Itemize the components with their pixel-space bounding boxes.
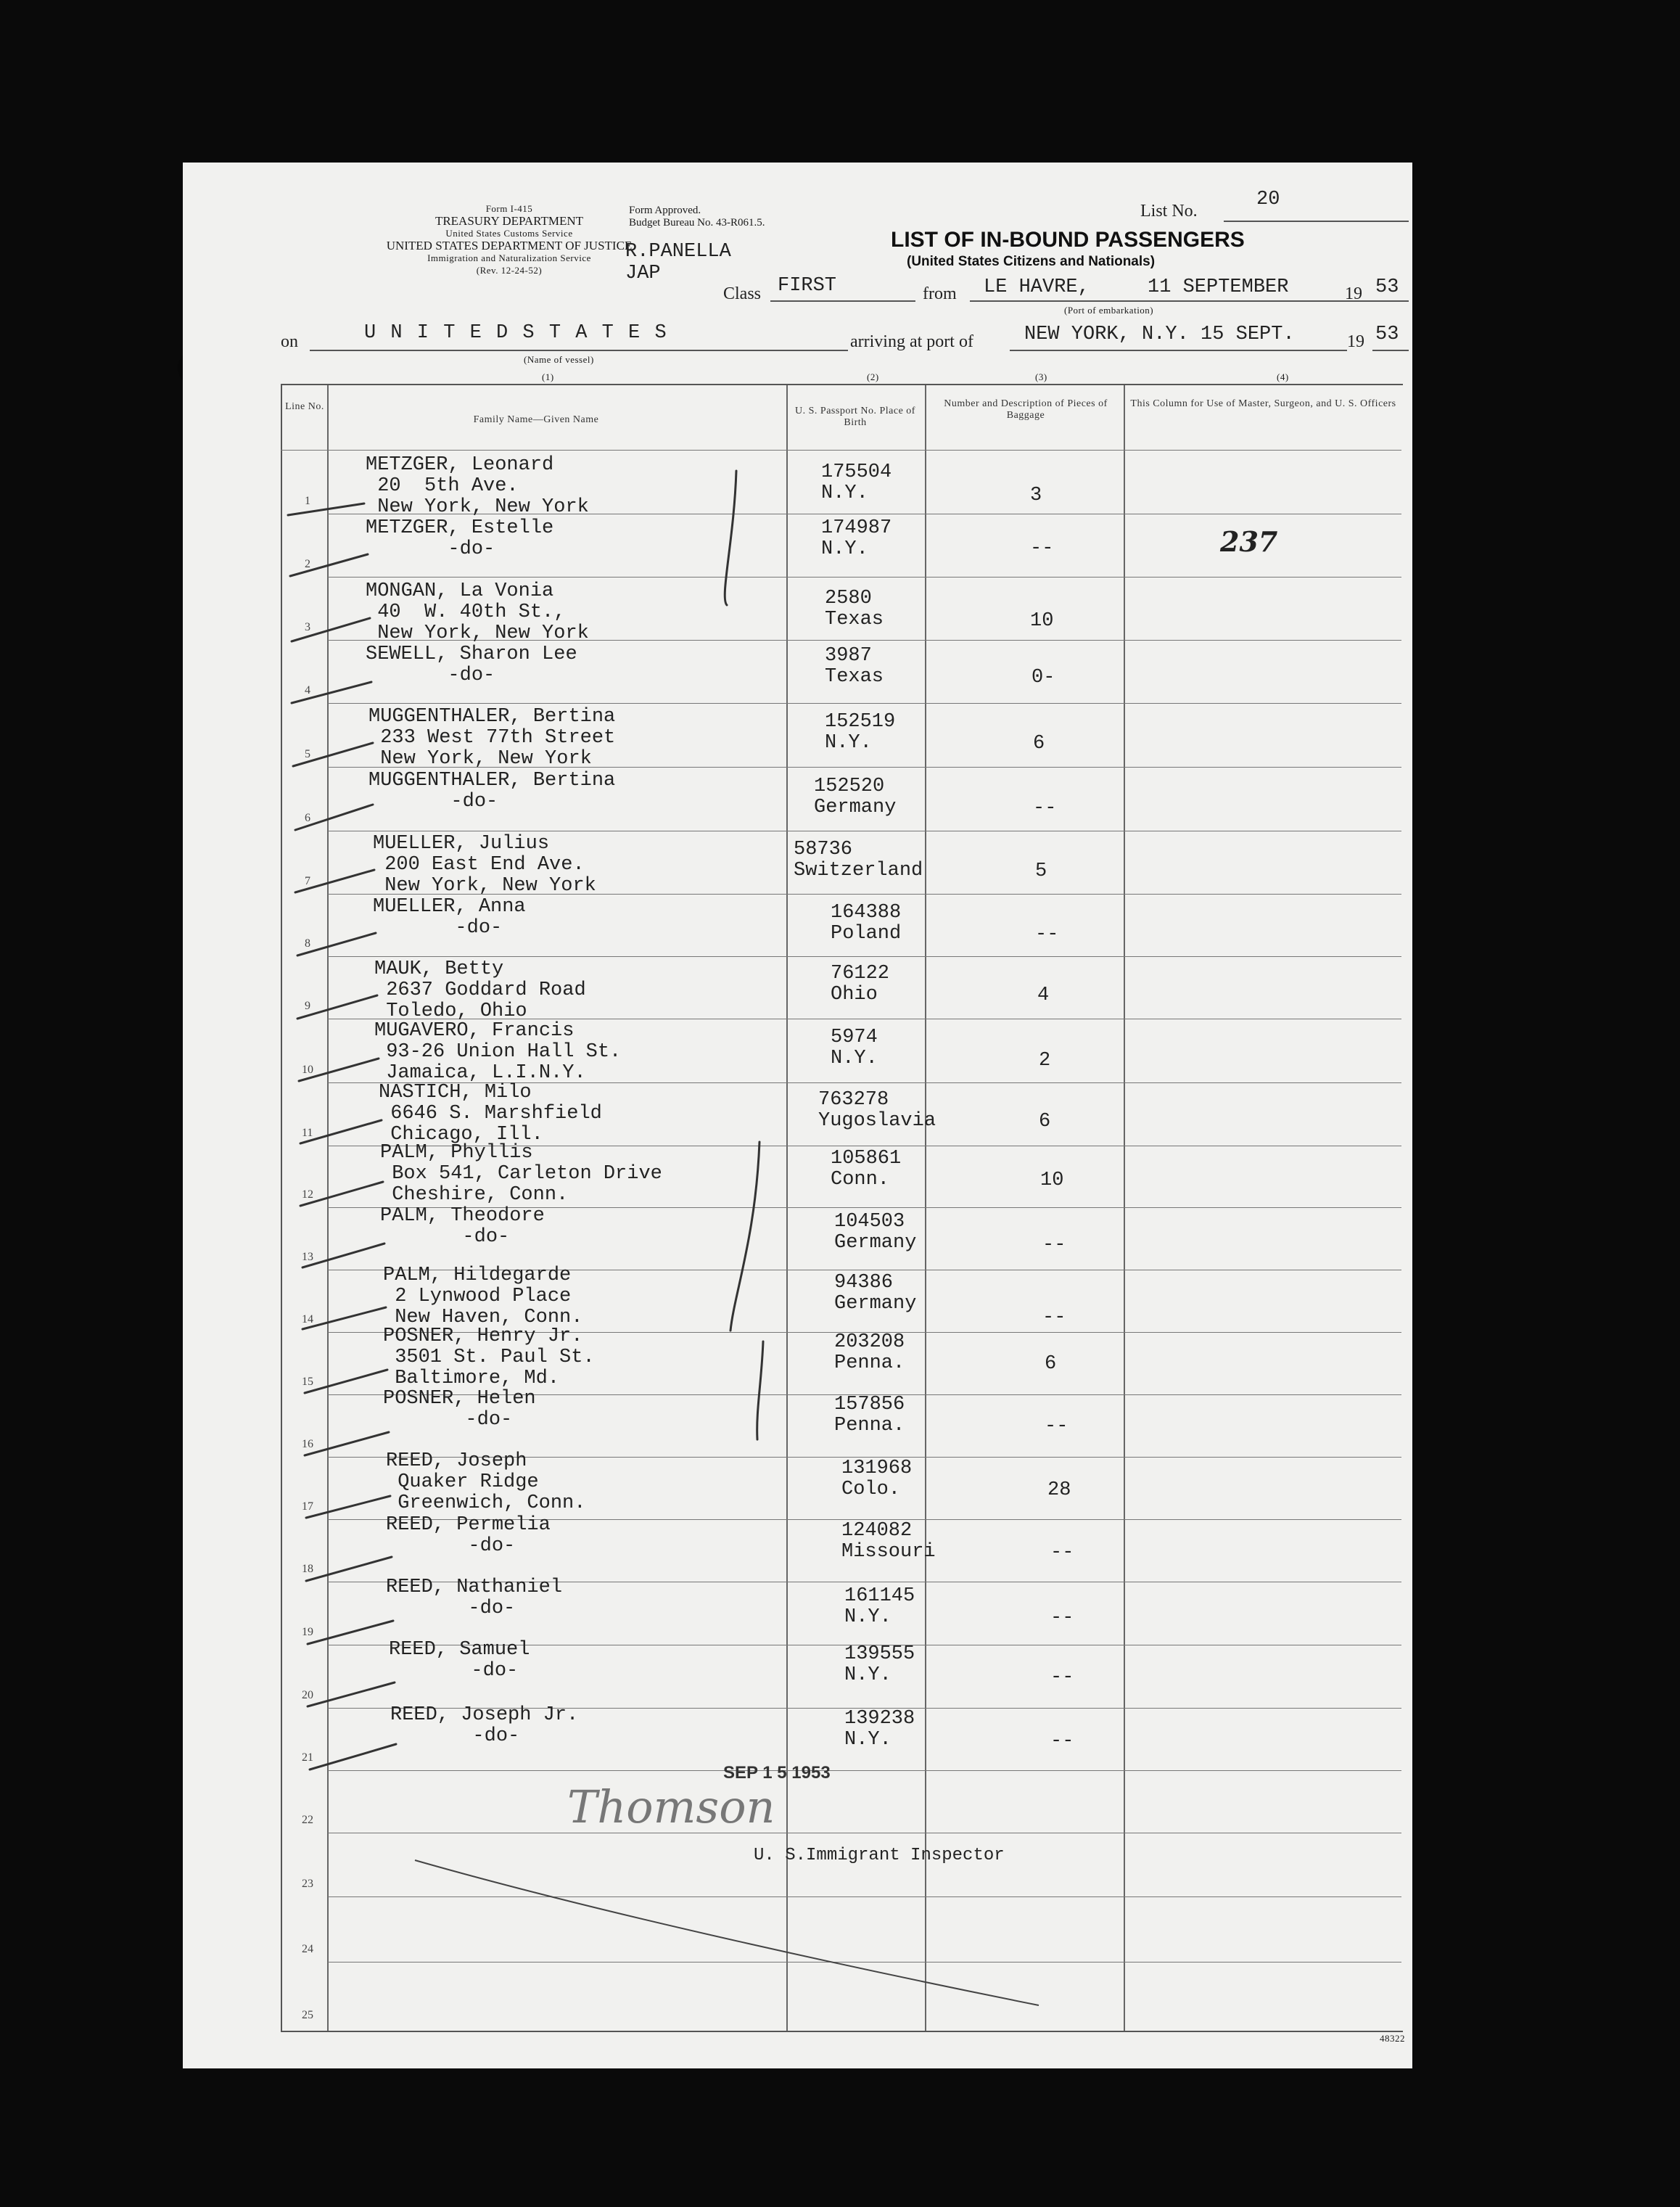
year-underline xyxy=(1372,300,1409,302)
passenger-name: MONGAN, La Vonia 40 W. 40th St., New York, New York xyxy=(366,580,589,644)
column-number-3: (3) xyxy=(1035,371,1047,382)
column-number-1: (1) xyxy=(542,371,554,382)
typed-name-1: R.PANELLA xyxy=(625,241,731,263)
justice-dept: UNITED STATES DEPARTMENT OF JUSTICE xyxy=(386,239,633,252)
baggage-count: 2 xyxy=(1039,1050,1051,1072)
column-number-4: (4) xyxy=(1277,371,1289,382)
form-header xyxy=(357,202,662,276)
passport-birthplace: 763278 Yugoslavia xyxy=(818,1089,936,1132)
passenger-name: MUGGENTHALER, Bertina 233 West 77th Street New York, New York xyxy=(368,706,616,770)
baggage-count: 6 xyxy=(1039,1111,1051,1133)
col-divider xyxy=(1124,385,1125,2031)
passport-birthplace: 58736 Switzerland xyxy=(794,839,923,881)
passport-birthplace: 3987 Texas xyxy=(825,645,884,688)
baggage-count: -- xyxy=(1042,1234,1066,1256)
passport-birthplace: 104503 Germany xyxy=(834,1211,917,1254)
line-number: 8 xyxy=(305,937,310,950)
page-title: LIST OF IN-BOUND PASSENGERS xyxy=(891,228,1245,252)
passport-birthplace: 157856 Penna. xyxy=(834,1394,905,1437)
port-embarkation-label: (Port of embarkation) xyxy=(1064,305,1154,316)
passport-birthplace: 105861 Conn. xyxy=(831,1148,902,1191)
line-number: 10 xyxy=(302,1064,313,1076)
passenger-name: REED, Joseph Quaker Ridge Greenwich, Conn. xyxy=(386,1450,586,1514)
col-divider xyxy=(925,385,926,2031)
passenger-name: POSNER, Helen -do- xyxy=(383,1388,536,1431)
passport-birthplace: 5974 N.Y. xyxy=(831,1027,878,1069)
manifest-page xyxy=(183,163,1412,2068)
passport-birthplace: 175504 N.Y. xyxy=(821,461,892,504)
col-divider xyxy=(327,385,329,2031)
passport-birthplace: 124082 Missouri xyxy=(841,1520,936,1563)
line-number: 21 xyxy=(302,1751,313,1764)
line-number: 15 xyxy=(302,1376,313,1388)
from-year-prefix: 19 xyxy=(1345,284,1362,303)
passenger-name: METZGER, Leonard 20 5th Ave. New York, New York xyxy=(366,454,589,518)
passenger-name: METZGER, Estelle -do- xyxy=(366,517,554,560)
class-label: Class xyxy=(723,284,762,303)
baggage-count: 10 xyxy=(1030,610,1054,632)
line-number: 20 xyxy=(302,1689,313,1701)
passport-birthplace: 76122 Ohio xyxy=(831,963,890,1006)
line-number: 18 xyxy=(302,1563,313,1575)
line-number: 24 xyxy=(302,1943,313,1955)
row-divider xyxy=(328,577,1401,578)
baggage-count: -- xyxy=(1045,1415,1068,1437)
line-number: 25 xyxy=(302,2009,313,2021)
header-baggage: Number and Description of Pieces of Baggage xyxy=(944,398,1108,421)
vessel-underline xyxy=(310,350,848,351)
row-divider xyxy=(328,1896,1401,1897)
line-number: 22 xyxy=(302,1814,313,1826)
header-passport: U. S. Passport No. Place of Birth xyxy=(795,406,915,428)
row-divider xyxy=(328,703,1401,704)
line-number: 7 xyxy=(305,875,310,887)
row-divider xyxy=(328,1962,1401,1963)
baggage-count: -- xyxy=(1050,1730,1074,1752)
passenger-name: MUGGENTHALER, Bertina -do- xyxy=(368,770,616,813)
baggage-count: 5 xyxy=(1035,860,1047,882)
baggage-count: -- xyxy=(1050,1666,1074,1688)
baggage-count: -- xyxy=(1050,1542,1074,1563)
passenger-name: REED, Joseph Jr. -do- xyxy=(390,1704,579,1747)
from-label: from xyxy=(923,284,957,303)
form-approved: Form Approved. xyxy=(629,205,701,216)
class-value: FIRST xyxy=(778,275,837,297)
passenger-name: SEWELL, Sharon Lee -do- xyxy=(366,644,577,686)
inspector-label: U. S.Immigrant Inspector xyxy=(754,1846,1005,1865)
line-number: 2 xyxy=(305,558,310,570)
officer-mark: 237 xyxy=(1220,525,1278,558)
passenger-name: MUELLER, Julius 200 East End Ave. New York, New York xyxy=(373,833,596,897)
on-label: on xyxy=(281,332,298,351)
page-subtitle: (United States Citizens and Nationals) xyxy=(907,254,1156,269)
vessel-name: U N I T E D S T A T E S xyxy=(364,322,668,344)
form-approval xyxy=(629,205,765,229)
line-number: 9 xyxy=(305,1000,310,1012)
baggage-count: -- xyxy=(1035,924,1059,945)
passenger-name: PALM, Theodore -do- xyxy=(380,1205,545,1248)
row-divider xyxy=(328,956,1401,957)
arrival-year-underline xyxy=(1372,350,1409,351)
passport-birthplace: 152520 Germany xyxy=(814,776,897,818)
line-number: 6 xyxy=(305,812,310,824)
revision: (Rev. 12-24-52) xyxy=(476,265,543,276)
col-divider xyxy=(786,385,788,2031)
arrival-underline xyxy=(1010,350,1347,351)
passenger-name: REED, Permelia -do- xyxy=(386,1514,551,1557)
passenger-name: MUELLER, Anna -do- xyxy=(373,896,526,939)
typed-name-2: JAP xyxy=(625,263,661,284)
passenger-name: PALM, Hildegarde 2 Lynwood Place New Haven, Conn. xyxy=(383,1265,583,1328)
line-number: 12 xyxy=(302,1188,313,1201)
column-number-2: (2) xyxy=(867,371,879,382)
baggage-count: -- xyxy=(1050,1607,1074,1629)
from-port: LE HAVRE, xyxy=(984,276,1090,298)
header-bottom-line xyxy=(281,450,1401,451)
list-no-value: 20 xyxy=(1256,189,1280,210)
passenger-name: MUGAVERO, Francis 93-26 Union Hall St. Jamaica, L.I.N.Y. xyxy=(374,1020,622,1084)
baggage-count: 0- xyxy=(1032,667,1055,689)
passport-birthplace: 139238 N.Y. xyxy=(844,1708,915,1751)
customs-service: United States Customs Service xyxy=(445,228,573,239)
baggage-count: 3 xyxy=(1030,485,1042,506)
passport-birthplace: 203208 Penna. xyxy=(834,1331,905,1374)
from-date: 11 SEPTEMBER xyxy=(1148,276,1289,298)
passenger-name: NASTICH, Milo 6646 S. Marshfield Chicago, Ill. xyxy=(379,1082,602,1146)
form-number: Form I-415 xyxy=(485,203,533,214)
from-year: 53 xyxy=(1375,276,1399,298)
class-underline xyxy=(770,300,915,302)
row-divider xyxy=(328,1770,1401,1771)
line-number: 5 xyxy=(305,748,310,760)
line-number: 23 xyxy=(302,1878,313,1890)
inspector-signature: Thomson xyxy=(567,1780,775,1833)
arrival-year-prefix: 19 xyxy=(1347,332,1364,351)
passenger-name: PALM, Phyllis Box 541, Carleton Drive Cheshire, Conn. xyxy=(380,1142,662,1206)
baggage-count: -- xyxy=(1033,797,1057,819)
passport-birthplace: 139555 N.Y. xyxy=(844,1643,915,1686)
baggage-count: 4 xyxy=(1037,985,1050,1006)
line-number: 13 xyxy=(302,1251,313,1263)
passport-birthplace: 94386 Germany xyxy=(834,1272,917,1315)
baggage-count: -- xyxy=(1030,538,1054,559)
header-name: Family Name—Given Name xyxy=(473,414,599,425)
treasury-dept: TREASURY DEPARTMENT xyxy=(435,214,584,228)
stamp-date: SEP 1 5 1953 xyxy=(723,1763,831,1783)
ins-service: Immigration and Naturalization Service xyxy=(427,252,591,263)
arrival-port: NEW YORK, N.Y. 15 SEPT. xyxy=(1024,324,1295,345)
list-no-label: List No. xyxy=(1140,202,1198,221)
line-number: 16 xyxy=(302,1438,313,1450)
passport-birthplace: 161145 N.Y. xyxy=(844,1585,915,1628)
from-underline xyxy=(970,300,1383,302)
arriving-label: arriving at port of xyxy=(850,332,973,351)
header-line-no: Line No. xyxy=(285,401,324,412)
passenger-name: REED, Nathaniel -do- xyxy=(386,1577,563,1619)
form-code: 48322 xyxy=(1380,2033,1405,2044)
line-number: 19 xyxy=(302,1626,313,1638)
baggage-count: 10 xyxy=(1040,1170,1064,1191)
vessel-label: (Name of vessel) xyxy=(524,354,594,365)
passport-birthplace: 2580 Texas xyxy=(825,588,884,630)
baggage-count: -- xyxy=(1042,1307,1066,1328)
line-number: 14 xyxy=(302,1313,313,1326)
passenger-name: MAUK, Betty 2637 Goddard Road Toledo, Ohio xyxy=(374,958,586,1022)
passport-birthplace: 131968 Colo. xyxy=(841,1458,913,1500)
passport-birthplace: 164388 Poland xyxy=(831,902,902,945)
line-number: 1 xyxy=(305,495,310,507)
line-number: 3 xyxy=(305,621,310,633)
passenger-name: POSNER, Henry Jr. 3501 St. Paul St. Baltimore, Md. xyxy=(383,1326,595,1389)
header-officers: This Column for Use of Master, Surgeon, and U. S. Officers xyxy=(1130,398,1396,409)
line-number: 4 xyxy=(305,684,310,696)
passport-birthplace: 152519 N.Y. xyxy=(825,711,896,754)
baggage-count: 28 xyxy=(1047,1479,1071,1501)
passenger-name: REED, Samuel -do- xyxy=(389,1639,530,1682)
arrival-year: 53 xyxy=(1375,324,1399,345)
baggage-count: 6 xyxy=(1045,1353,1057,1375)
line-number: 17 xyxy=(302,1500,313,1513)
baggage-count: 6 xyxy=(1033,733,1045,755)
list-no-underline xyxy=(1224,221,1409,222)
budget-bureau: Budget Bureau No. 43-R061.5. xyxy=(629,217,765,229)
passport-birthplace: 174987 N.Y. xyxy=(821,517,892,560)
line-number: 11 xyxy=(302,1127,313,1139)
